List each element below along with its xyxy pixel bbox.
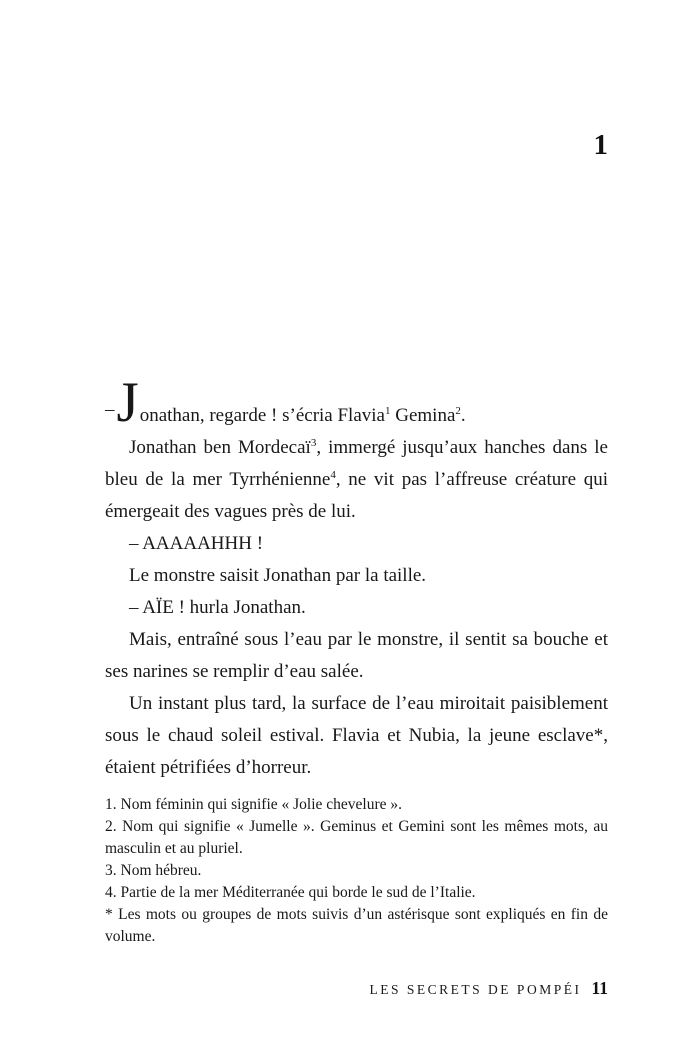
footnote-reference: 4	[330, 469, 336, 481]
paragraph	[105, 688, 608, 784]
footnotes	[105, 794, 608, 948]
footnote: 4. Partie de la mer Méditerranée qui borde le sud de l’Italie.	[105, 884, 476, 901]
page-number: 11	[591, 978, 608, 998]
footnote: 2. Nom qui signifie « Jumelle ». Geminus et Gemini sont les mêmes mots, au masculin et au pluriel.	[105, 818, 608, 857]
running-title: LES SECRETS DE POMPÉI	[369, 982, 582, 997]
paragraph	[105, 560, 608, 592]
dialogue-dash: –	[105, 399, 115, 420]
text-run: Un instant plus tard, la surface de l’eau miroitait paisiblement sous le chaud soleil estival. Flavia et Nubia, la jeune esclave*, étaient pétrifiées d’horreur.	[105, 693, 608, 778]
text-run: Gemina	[390, 405, 456, 426]
chapter-number: 1	[593, 129, 608, 161]
text-run: .	[460, 405, 466, 426]
text-run: – AÏE ! hurla Jonathan.	[129, 597, 306, 618]
text-run: Mais, entraîné sous l’eau par le monstre, il sentit sa bouche et ses narines se remplir d’eau salée.	[105, 629, 608, 682]
body-paragraphs	[105, 371, 608, 784]
text-run: – AAAAAHHH !	[129, 533, 264, 554]
footnote: 3. Nom hébreu.	[105, 862, 202, 879]
paragraph	[105, 371, 608, 434]
page-footer	[105, 978, 608, 999]
footnote-reference: 2	[455, 405, 461, 417]
text-run: Jonathan ben Mordecaï	[129, 437, 311, 458]
text-run: , immergé jusqu’aux hanches dans le bleu de la mer Tyrrhénienne	[105, 437, 608, 490]
footnote: 1. Nom féminin qui signifie « Jolie chevelure ».	[105, 796, 403, 813]
paragraph	[105, 528, 608, 560]
paragraph	[105, 432, 608, 528]
text-run: , ne vit pas l’affreuse créature qui émergeait des vagues près de lui.	[105, 469, 608, 522]
text-run: onathan, regarde ! s’écria Flavia	[139, 405, 385, 426]
footnote: * Les mots ou groupes de mots suivis d’un astérisque sont expliqués en fin de volume.	[105, 906, 608, 945]
paragraph	[105, 624, 608, 688]
footnote-reference: 1	[384, 405, 391, 417]
drop-cap-letter: J	[116, 371, 140, 434]
text-run: Le monstre saisit Jonathan par la taille.	[129, 565, 427, 586]
footnote-reference: 3	[310, 437, 317, 449]
paragraph	[105, 592, 608, 624]
